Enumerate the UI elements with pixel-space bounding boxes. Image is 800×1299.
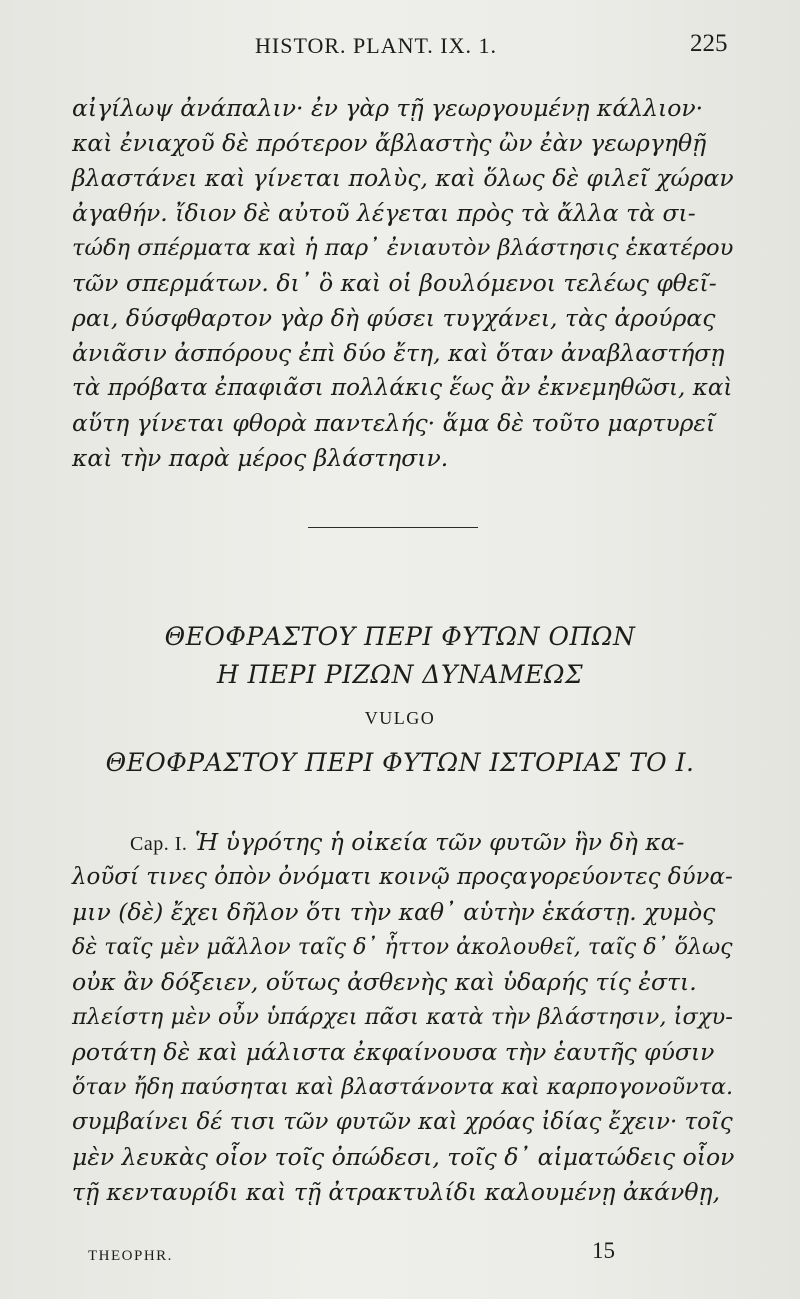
section-divider-rule [308,527,478,528]
text-line: μιν (δὲ) ἔχει δῆλον ὅτι τὴν καθ᾽ αὑτὴν ἑκάστῃ. χυμὸς [72,898,716,926]
chapter-label: Cap. I. [130,833,188,855]
text-line: οὐκ ἂν δόξειεν, οὕτως ἀσθενὴς καὶ ὑδαρής τίς ἐστι. [72,968,697,996]
book-title-line-3: ΘΕΟΦΡΑΣΤΟΥ ΠΕΡΙ ΦΥΤΩΝ ΙΣΤΟΡΙΑΣ ΤΟ Ι. [105,748,695,777]
text-line: δὲ ταῖς μὲν μᾶλλον ταῖς δ᾽ ἧττον ἀκολουθεῖ, ταῖς δ᾽ ὅλως [72,934,733,960]
text-line: λοῦσί τινες ὀπὸν ὀνόματι κοινῷ προςαγορεύοντες δύνα- [72,864,733,890]
text-line: αἰγίλωψ ἀνάπαλιν· ἐν γὰρ τῇ γεωργουμένῃ κάλλιον· [72,94,704,122]
vulgo-label: VULGO [364,708,436,728]
text-line: ἀγαθήν. ἴδιον δὲ αὐτοῦ λέγεται πρὸς τὰ ἄλλα τὰ σι- [72,199,696,227]
text-line: τῇ κενταυρίδι καὶ τῇ ἀτρακτυλίδι καλουμένῃ ἀκάνθῃ, [72,1178,721,1206]
text-line-start: Ἡ ὑγρότης ἡ οἰκεία τῶν φυτῶν ἣν δὴ κα- [194,828,685,856]
text-line: βλαστάνει καὶ γίνεται πολὺς, καὶ ὅλως δὲ φιλεῖ χώραν [72,164,734,192]
text-line: τὰ πρόβατα ἐπαφιᾶσι πολλάκις ἕως ἂν ἐκνεμηθῶσι, καὶ [72,375,733,401]
text-line: συμβαίνει δέ τισι τῶν φυτῶν καὶ χρόας ἰδίας ἔχειν· τοῖς [72,1109,733,1135]
page-number: 225 [690,30,728,57]
text-line: καὶ τὴν παρὰ μέρος βλάστησιν. [72,444,449,472]
text-line: πλείστη μὲν οὖν ὑπάρχει πᾶσι κατὰ τὴν βλάστησιν, ἰσχυ- [72,1004,733,1030]
text-line: ἀνιᾶσιν ἀσπόρους ἐπὶ δύο ἔτη, καὶ ὅταν ἀναβλαστήσῃ [72,339,725,367]
text-line: τώδη σπέρματα καὶ ἡ παρ᾽ ἐνιαυτὸν βλάστησις ἑκατέρου [72,235,734,261]
book-title-line-2: Η ΠΕΡΙ ΡΙΖΩΝ ΔΥΝΑΜΕΩΣ [216,660,584,689]
book-title-line-1: ΘΕΟΦΡΑΣΤΟΥ ΠΕΡΙ ΦΥΤΩΝ ΟΠΩΝ [164,622,636,651]
sheet-number: 15 [592,1238,615,1263]
text-line: τῶν σπερμάτων. δι᾽ ὃ καὶ οἱ βουλόμενοι τελέως φθεῖ- [72,269,717,297]
text-line: ὅταν ἤδη παύσηται καὶ βλαστάνοντα καὶ καρπογονοῦντα. [72,1074,734,1100]
running-head: HISTOR. PLANT. IX. 1. [255,33,498,58]
chapter-first-line [130,827,742,859]
text-line: ραι, δύσφθαρτον γὰρ δὴ φύσει τυγχάνει, τὰς ἀρούρας [72,304,716,332]
signature-mark: THEOPHR. [88,1248,173,1264]
text-line: καὶ ἐνιαχοῦ δὲ πρότερον ἄβλαστὴς ὢν ἐὰν γεωργηθῇ [72,129,707,157]
text-line: μὲν λευκὰς οἷον τοῖς ὀπώδεσι, τοῖς δ᾽ αἱματώδεις οἷον [72,1143,735,1171]
text-line: αὕτη γίνεται φθορὰ παντελής· ἅμα δὲ τοῦτο μαρτυρεῖ [72,409,716,437]
text-line: ροτάτη δὲ καὶ μάλιστα ἐκφαίνουσα τὴν ἑαυτῆς φύσιν [72,1038,715,1066]
